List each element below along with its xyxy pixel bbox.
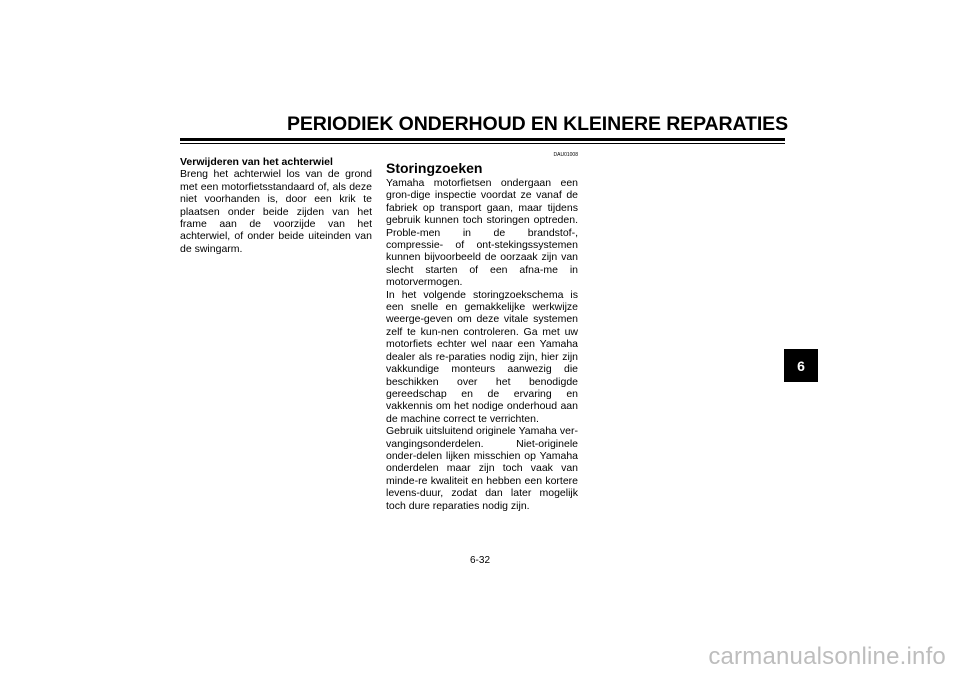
left-column [180,156,372,255]
chapter-tab: 6 [784,349,818,382]
page-title: PERIODIEK ONDERHOUD EN KLEINERE REPARATIES [286,113,788,135]
right-column [386,152,578,512]
section-code: DAU01008 [553,152,578,158]
paragraph-3: Gebruik uitsluitend originele Yamaha ver-vangingsonderdelen. Niet-originele onder-delen lijken misschien op Yamaha onderdelen maar zijn toch vaak van minde-re kwaliteit en hebben een kortere levens-duur, zodat dan later mogelijk toch dure reparaties nodig zijn. [386,425,578,512]
subheading-rear-wheel-removal: Verwijderen van het achterwiel [180,156,333,168]
header-rule-thin [180,143,785,144]
header-rule-thick [180,138,785,141]
paragraph-1: Yamaha motorfietsen ondergaan een gron-dige inspectie voordat ze vanaf de fabriek op transport gaan, maar tijdens gebruik kunnen toch storingen optreden. Proble-men in de brandstof-, compressie- of ont-stekingssystemen kunnen bijvoorbeeld de oorzaak zijn van slecht starten of een afna-me in motorvermogen. [386,177,578,289]
section-heading: Storingzoeken [386,160,483,176]
paragraph-rear-wheel: Breng het achterwiel los van de grond met een motorfietsstandaard of, als deze niet voorhanden is, door een krik te plaatsen onder beide zijden van het frame aan de voorzijde van het achterwiel, of onder beide uiteinden van de swingarm. [180,168,372,255]
paragraph-2: In het volgende storingzoekschema is een snelle en gemakkelijke werkwijze weerge-geven om deze vitale systemen zelf te kun-nen controleren. Ga met uw motorfiets echter wel naar een Yamaha dealer als re-paraties nodig zijn, hier zijn vakkundige monteurs aanwezig die beschikken over het benodigde gereedschap en de ervaring en vakkennis om het nodige onderhoud aan de machine correct te verrichten. [386,288,578,425]
watermark: carmanualsonline.info [708,643,946,670]
page-number: 6-32 [469,555,490,566]
